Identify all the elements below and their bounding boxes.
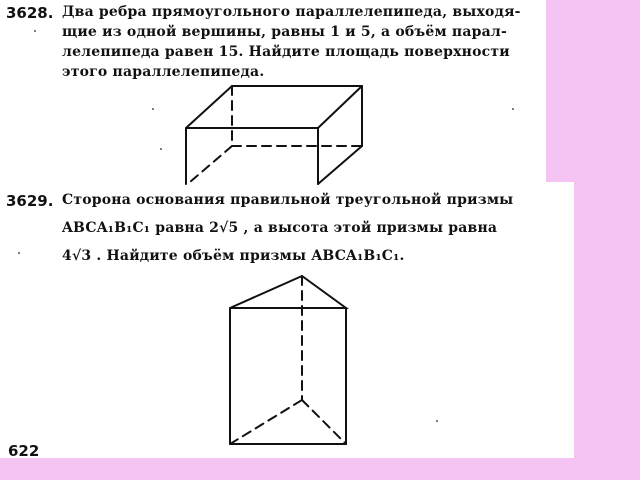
scan-speck	[160, 148, 162, 150]
scan-speck	[436, 420, 438, 422]
page-number: 622	[8, 442, 40, 460]
scan-speck	[152, 108, 154, 110]
problem-text-line: Сторона основания правильной треугольной призмы	[62, 192, 514, 208]
problem-text-line: лелепипеда равен 15. Найдите площадь поверхности	[62, 44, 510, 60]
problem-text-line: этого параллелепипеда.	[62, 64, 265, 80]
scan-speck	[18, 252, 20, 254]
problem-text-line: Два ребра прямоугольного параллелепипеда, выходя-	[62, 4, 521, 20]
problem-number: 3628.	[6, 4, 54, 22]
problem-number: 3629.	[6, 192, 54, 210]
scan-speck	[512, 108, 514, 110]
problem-text-line: ABCA₁B₁C₁ равна 2√5 , а высота этой призмы равна	[62, 220, 498, 236]
scan-speck	[34, 30, 36, 32]
problem-text-line: 4√3 . Найдите объём призмы ABCA₁B₁C₁.	[62, 248, 405, 264]
problem-text-line: щие из одной вершины, равны 1 и 5, а объём парал-	[62, 24, 507, 40]
